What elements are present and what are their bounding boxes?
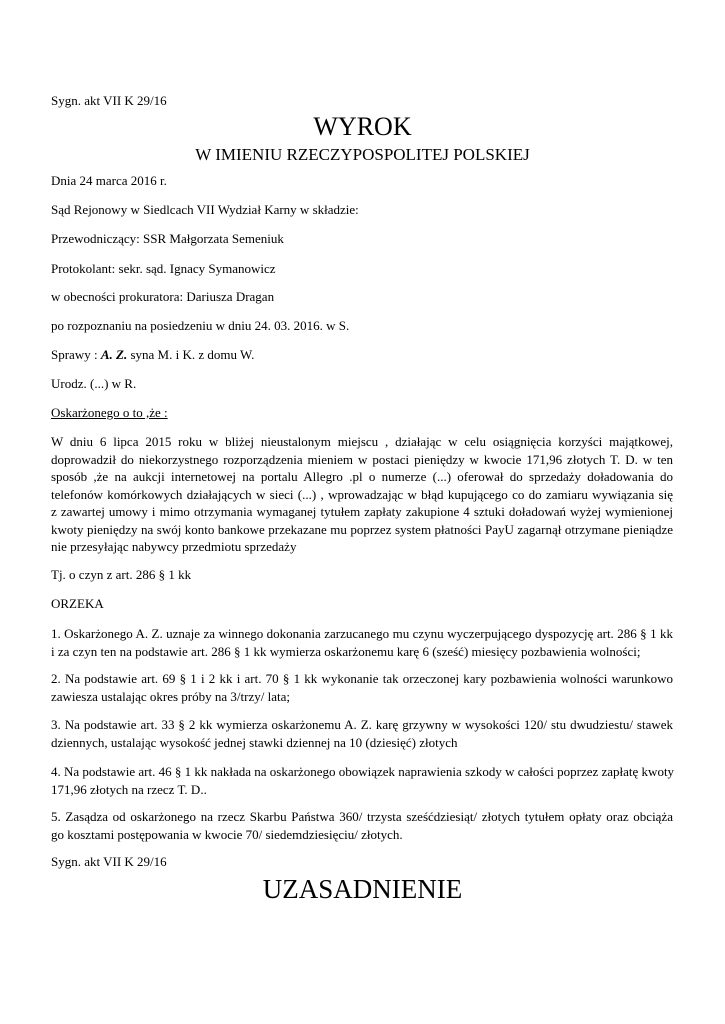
case-suffix: syna M. i K. z domu W. <box>127 347 255 362</box>
case-signature-top: Sygn. akt VII K 29/16 <box>51 93 167 108</box>
case-parties <box>51 346 254 363</box>
case-signature-bottom: Sygn. akt VII K 29/16 <box>51 854 167 869</box>
ruling-line: dziennych, ustalając wysokość jednej stawki dziennej na 10 (dziesięć) złotych <box>51 734 458 750</box>
case-prefix: Sprawy : <box>51 347 101 362</box>
ruling-line: 171,96 złotych na rzecz T. D.. <box>51 781 207 797</box>
charge-line: kwoty pieniędzy na swój konto bankowe przekazane mu poprzez system płatności PayU zagarnął otrzymane pieniądze <box>51 521 673 537</box>
charge-line: z zawartej umowy i mimo otrzymania wymaganej tytułem zapłaty zakupione 4 sztuki doładowań wyżej wymienionej <box>51 504 673 519</box>
ruling-line: 3. Na podstawie art. 33 § 2 kk wymierza oskarżonemu A. Z. karę grzywny w wysokości 120/ stu dwudziestu/ stawek <box>51 717 673 732</box>
charge-paragraph <box>51 433 673 556</box>
rules-header: ORZEKA <box>51 596 104 611</box>
hearing-date: po rozpoznaniu na posiedzeniu w dniu 24. 03. 2016. w S. <box>51 318 350 333</box>
court-composition: Sąd Rejonowy w Siedlcach VII Wydział Karny w składzie: <box>51 202 359 217</box>
defendant-name: A. Z. <box>100 347 128 362</box>
charge-line: nie przesyłając nabywcy przedmiotu sprzedaży <box>51 539 297 554</box>
ruling-item-2 <box>51 670 673 705</box>
ruling-line: i za czyn ten na podstawie art. 286 § 1 kk wymierza oskarżonemu karę 6 (sześć) miesięcy pozbawienia wolności; <box>51 643 641 659</box>
prosecutor: w obecności prokuratora: Dariusza Dragan <box>51 289 275 304</box>
presiding-judge: Przewodniczący: SSR Małgorzata Semeniuk <box>51 231 284 246</box>
charge-line: telefonów komórkowych działających w sieci (...) , wprowadzając w błąd kupującego co do zamiaru wywiązania się <box>51 486 673 502</box>
accused-header: Oskarżonego o to ,że : <box>51 405 168 420</box>
ruling-item-1 <box>51 625 673 660</box>
justification-title: UZASADNIENIE <box>262 874 463 904</box>
charge-line: doprowadził do niekorzystnego rozporządzenia mieniem w postaci pieniędzy w kwocie 171,96 złotych T. D. w ten <box>51 451 673 467</box>
court-clerk: Protokolant: sekr. sąd. Ignacy Symanowicz <box>51 261 276 276</box>
verdict-date: Dnia 24 marca 2016 r. <box>51 173 167 188</box>
ruling-line: 1. Oskarżonego A. Z. uznaje za winnego dokonania zarzucanego mu czynu wyczerpującego dyspozycję art. 286 § 1 kk <box>51 626 673 641</box>
legal-article: Tj. o czyn z art. 286 § 1 kk <box>51 567 192 582</box>
ruling-line: go kosztami postępowania w kwocie 70/ siedemdziesięciu/ złotych. <box>51 826 403 842</box>
charge-line: W dniu 6 lipca 2015 roku w bliżej nieustalonym miejscu , działając w celu osiągnięcia korzyści majątkowej, <box>51 434 673 449</box>
birth-info: Urodz. (...) w R. <box>51 376 137 391</box>
ruling-line: 2. Na podstawie art. 69 § 1 i 2 kk i art. 70 § 1 kk wykonanie tak orzeczonej kary pozbawienia wolności warunkowo <box>51 671 673 686</box>
ruling-item-3 <box>51 716 673 751</box>
ruling-line: zawiesza ustalając okres próby na 3/trzy/ lata; <box>51 688 290 704</box>
charge-line: sposób ,że na aukcji internetowej na portalu Allegro .pl o numerze (...) oferował do sprzedaży doładowania do <box>51 469 673 484</box>
verdict-subtitle: W IMIENIU RZECZYPOSPOLITEJ POLSKIEJ <box>195 145 530 164</box>
ruling-item-5 <box>51 808 673 843</box>
verdict-title: WYROK <box>313 112 412 141</box>
ruling-line: 4. Na podstawie art. 46 § 1 kk nakłada na oskarżonego obowiązek naprawienia szkody w całości poprzez zapłatę kwoty <box>51 764 675 779</box>
ruling-line: 5. Zasądza od oskarżonego na rzecz Skarbu Państwa 360/ trzysta sześćdziesiąt/ złotych tytułem opłaty oraz obciąża <box>51 809 673 824</box>
ruling-item-4 <box>51 763 673 798</box>
